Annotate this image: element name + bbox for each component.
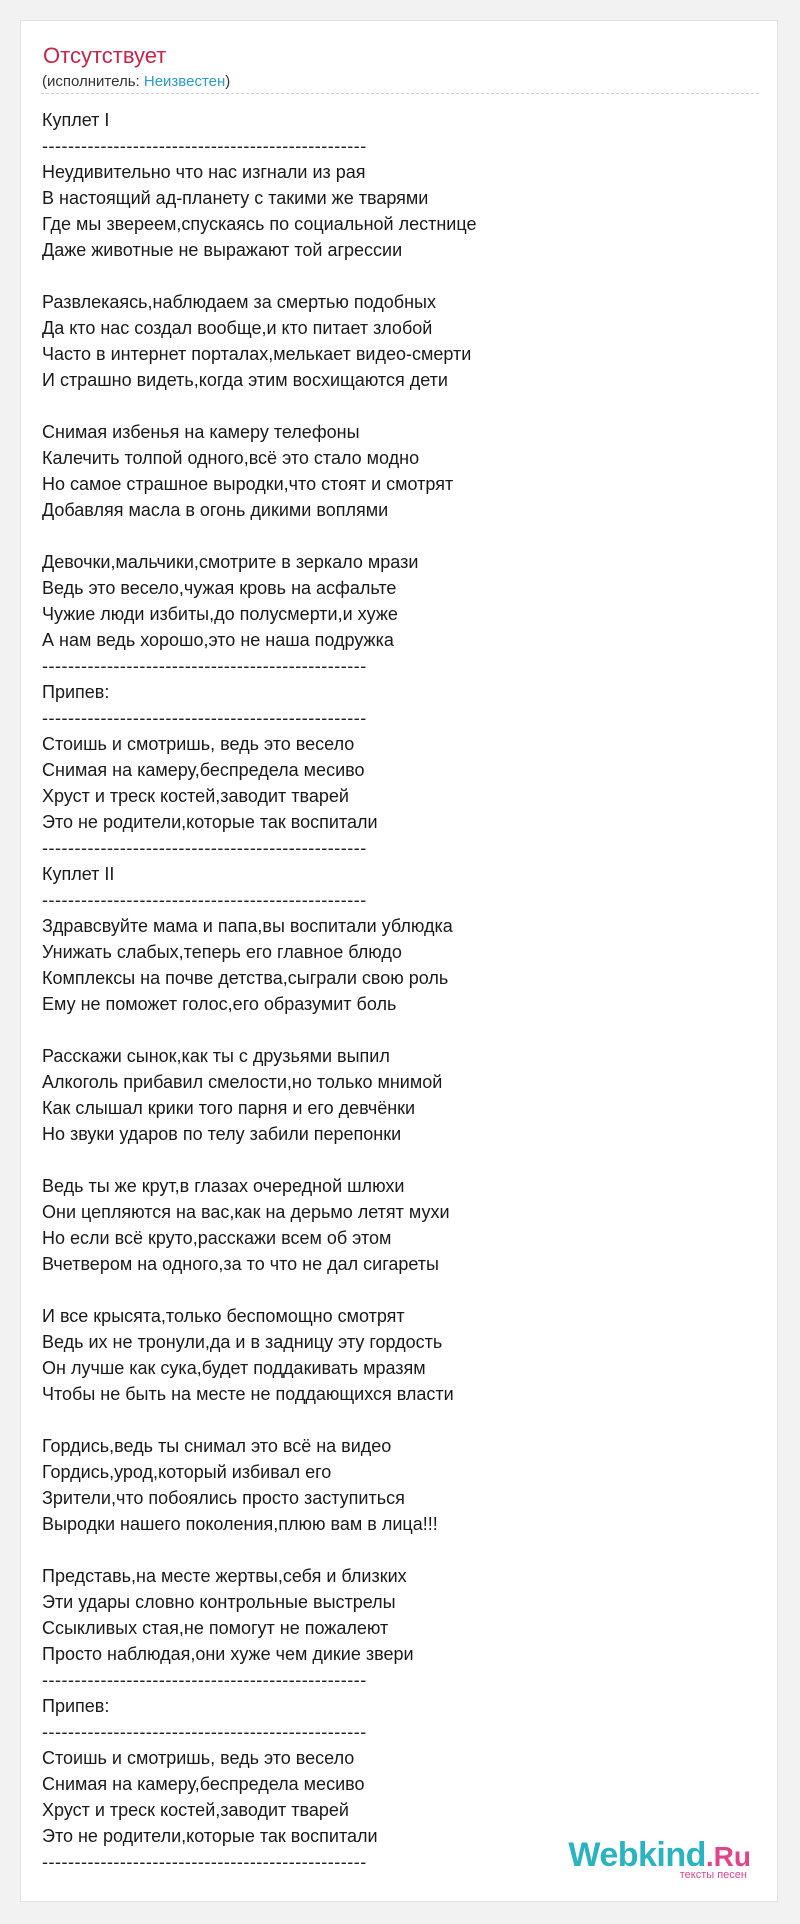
lyrics-line: Ему не поможет голос,его образумит боль [42, 994, 397, 1014]
lyrics-blank-line [42, 393, 742, 419]
lyrics-separator: -------------------------------------------------- [42, 1670, 367, 1690]
lyrics-line: Припев: [42, 682, 110, 702]
lyrics-line: Алкоголь прибавил смелости,но только мнимой [42, 1072, 443, 1092]
lyrics-separator: -------------------------------------------------- [42, 656, 367, 676]
lyrics-line: Где мы звереем,спускаясь по социальной лестнице [42, 214, 477, 234]
lyrics-blank-line [42, 1537, 742, 1563]
lyrics-line: Даже животные не выражают той агрессии [42, 240, 403, 260]
site-logo[interactable] [568, 1836, 751, 1881]
lyrics-line: Развлекаясь,наблюдаем за смертью подобных [42, 292, 436, 312]
lyrics-line: Как слышал крики того парня и его девчёнки [42, 1098, 416, 1118]
lyrics-line: Зрители,что побоялись просто заступиться [42, 1488, 405, 1508]
lyrics-blank-line [42, 1277, 742, 1303]
lyrics-line: Припев: [42, 1696, 110, 1716]
lyrics-line: Да кто нас создал вообще,и кто питает злобой [42, 318, 433, 338]
song-title: Отсутствует [43, 43, 167, 68]
lyrics-line: Ведь ты же крут,в глазах очередной шлюхи [42, 1176, 405, 1196]
lyrics-line: Выродки нашего поколения,плюю вам в лица!!! [42, 1514, 438, 1534]
lyrics-line: Калечить толпой одного,всё это стало модно [42, 448, 420, 468]
lyrics-line: В настоящий ад-планету с такими же тварями [42, 188, 429, 208]
lyrics-line: И все крысята,только беспомощно смотрят [42, 1306, 405, 1326]
lyrics-line: Добавляя масла в огонь дикими воплями [42, 500, 389, 520]
lyrics-line: И страшно видеть,когда этим восхищаются дети [42, 370, 448, 390]
lyrics-line: А нам ведь хорошо,это не наша подружка [42, 630, 394, 650]
lyrics-separator: -------------------------------------------------- [42, 890, 367, 910]
lyrics-line: Это не родители,которые так воспитали [42, 1826, 378, 1846]
lyrics-line: Снимая на камеру,беспредела месиво [42, 1774, 365, 1794]
lyrics-line: Расскажи сынок,как ты с друзьями выпил [42, 1046, 390, 1066]
lyrics-line: Гордись,урод,который избивал его [42, 1462, 332, 1482]
lyrics-line: Он лучше как сука,будет поддакивать мразям [42, 1358, 426, 1378]
lyrics-separator: -------------------------------------------------- [42, 708, 367, 728]
lyrics-line: Хруст и треск костей,заводит тварей [42, 786, 349, 806]
lyrics-line: Часто в интернет порталах,мелькает видео-смерти [42, 344, 472, 364]
logo-name: Webkind [568, 1836, 706, 1874]
lyrics-text [42, 107, 742, 1875]
lyrics-blank-line [42, 263, 742, 289]
lyrics-line: Стоишь и смотришь, ведь это весело [42, 1748, 355, 1768]
lyrics-line: Но самое страшное выродки,что стоят и смотрят [42, 474, 454, 494]
lyrics-line: Куплет I [42, 110, 110, 130]
lyrics-line: Ссыкливых стая,не помогут не пожалеют [42, 1618, 389, 1638]
lyrics-line: Вчетвером на одного,за то что не дал сигареты [42, 1254, 439, 1274]
lyrics-line: Комплексы на почве детства,сыграли свою роль [42, 968, 449, 988]
lyrics-line: Неудивительно что нас изгнали из рая [42, 162, 366, 182]
header-divider [41, 93, 759, 94]
lyrics-line: Хруст и треск костей,заводит тварей [42, 1800, 349, 1820]
lyrics-line: Это не родители,которые так воспитали [42, 812, 378, 832]
lyrics-line: Стоишь и смотришь, ведь это весело [42, 734, 355, 754]
lyrics-separator: -------------------------------------------------- [42, 838, 367, 858]
lyrics-separator: -------------------------------------------------- [42, 1852, 367, 1872]
lyrics-line: Гордись,ведь ты снимал это всё на видео [42, 1436, 392, 1456]
logo-tagline: тексты песен [679, 1869, 747, 1881]
lyrics-line: Но звуки ударов по телу забили перепонки [42, 1124, 402, 1144]
lyrics-line: Но если всё круто,расскажи всем об этом [42, 1228, 392, 1248]
artist-prefix: (исполнитель: [42, 73, 144, 90]
artist-line [42, 73, 230, 90]
lyrics-card [20, 20, 778, 1902]
lyrics-line: Ведь их не тронули,да и в задницу эту гордость [42, 1332, 443, 1352]
lyrics-line: Снимая на камеру,беспредела месиво [42, 760, 365, 780]
logo-tld: .Ru [705, 1841, 751, 1872]
lyrics-line: Куплет II [42, 864, 115, 884]
lyrics-line: Представь,на месте жертвы,себя и близких [42, 1566, 407, 1586]
artist-suffix: ) [225, 73, 231, 90]
lyrics-line: Чужие люди избиты,до полусмерти,и хуже [42, 604, 398, 624]
lyrics-line: Снимая избенья на камеру телефоны [42, 422, 360, 442]
lyrics-blank-line [42, 523, 742, 549]
lyrics-blank-line [42, 1407, 742, 1433]
lyrics-line: Они цепляются на вас,как на дерьмо летят мухи [42, 1202, 450, 1222]
lyrics-blank-line [42, 1147, 742, 1173]
lyrics-line: Унижать слабых,теперь его главное блюдо [42, 942, 402, 962]
lyrics-line: Просто наблюдая,они хуже чем дикие звери [42, 1644, 414, 1664]
lyrics-line: Ведь это весело,чужая кровь на асфальте [42, 578, 397, 598]
artist-link[interactable]: Неизвестен [143, 73, 226, 90]
lyrics-line: Чтобы не быть на месте не поддающихся власти [42, 1384, 454, 1404]
lyrics-line: Здравсвуйте мама и папа,вы воспитали ублюдка [42, 916, 453, 936]
lyrics-line: Эти удары словно контрольные выстрелы [42, 1592, 396, 1612]
lyrics-blank-line [42, 1017, 742, 1043]
lyrics-line: Девочки,мальчики,смотрите в зеркало мрази [42, 552, 419, 572]
lyrics-separator: -------------------------------------------------- [42, 136, 367, 156]
lyrics-separator: -------------------------------------------------- [42, 1722, 367, 1742]
